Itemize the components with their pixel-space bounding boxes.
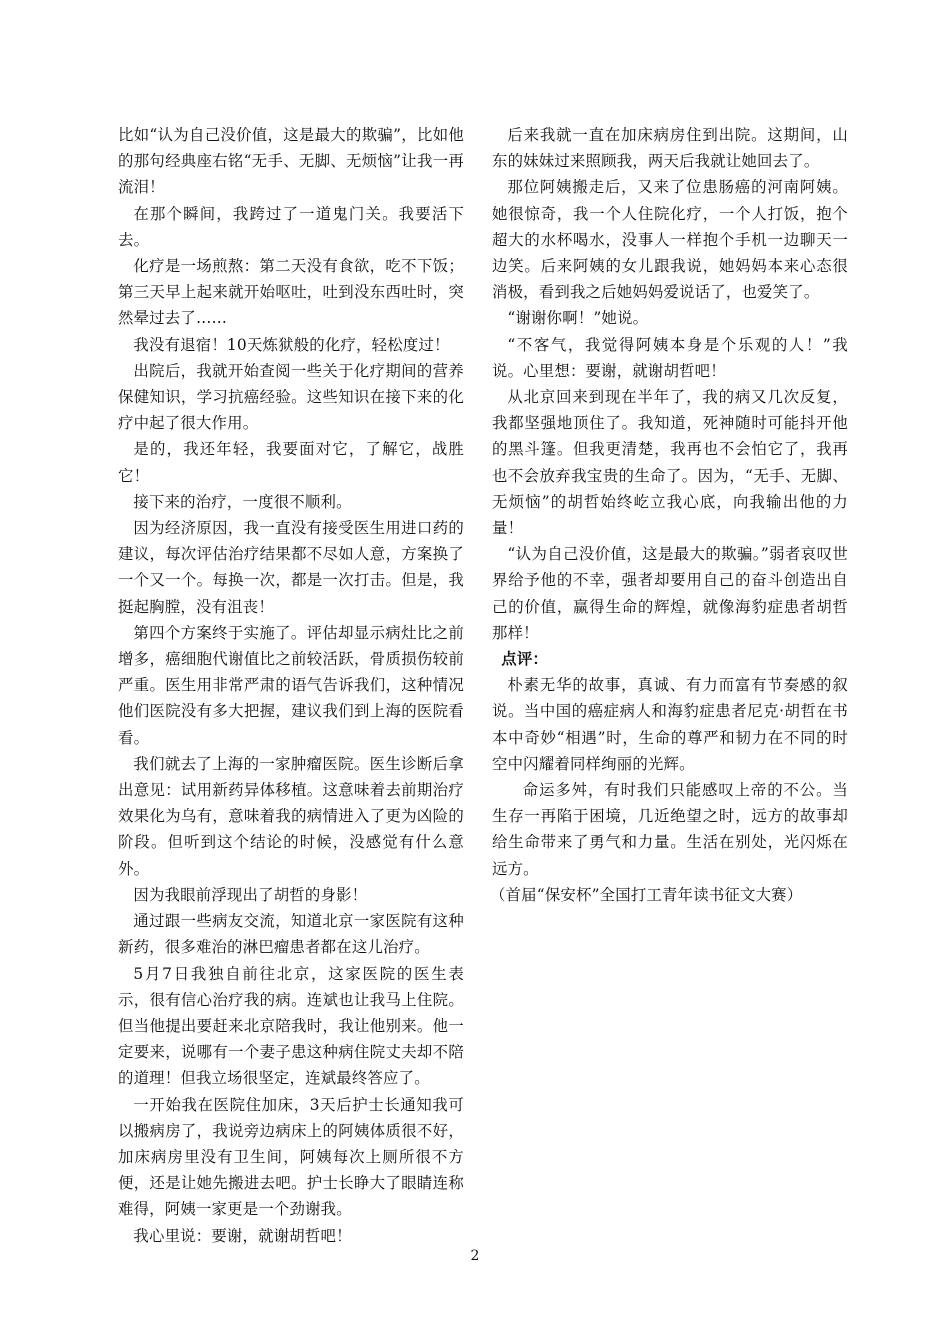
paragraph: 那位阿姨搬走后，又来了位患肠癌的河南阿姨。她很惊奇，我一个人住院化疗，一个人打饭，抱个超大的水杯喝水，没事人一样抱个手机一边聊天一边笑。后来阿姨的女儿跟我说，她妈妈本来心态很消极，看到我之后她妈妈爱说话了，也爱笑了。 [492, 178, 848, 302]
paragraph: 化疗是一场煎熬：第二天没有食欲，吃不下饭；第三天早上起来就开始呕吐，吐到没东西吐时，突然晕过去了…… [118, 257, 464, 328]
left-text-column [118, 122, 464, 1249]
paragraph: 我们就去了上海的一家肿瘤医院。医生诊断后拿出意见：试用新药异体移植。这意味着去前期治疗效果化为乌有，意味着我的病情进入了更为凶险的阶段。但听到这个结论的时候，没感觉有什么意外。 [118, 754, 464, 878]
paragraph: 第四个方案终于实施了。评估却显示病灶比之前增多，癌细胞代谢值比之前较活跃，骨质损伤较前严重。医生用非常严肃的语气告诉我们，这种情况他们医院没有多大把握，建议我们到上海的医院看看。 [118, 623, 464, 747]
paragraph: 后来我就一直在加床病房住到出院。这期间，山东的妹妹过来照顾我，两天后我就让她回去了。 [492, 126, 848, 171]
paragraph: 因为我眼前浮现出了胡哲的身影！ [133, 885, 368, 904]
paragraph: 在那个瞬间，我跨过了一道鬼门关。我要活下去。 [118, 204, 464, 249]
paragraph: “认为自己没价值，这是最大的欺骗。”弱者哀叹世界给予他的不幸，强者却要用自己的奋斗创造出自己的价值，赢得生命的辉煌，就像海豹症患者胡哲那样！ [492, 545, 848, 642]
paragraph: 是的，我还年轻，我要面对它，了解它，战胜它！ [118, 440, 464, 485]
paragraph: 我没有退宿！10天炼狱般的化疗，轻松度过！ [133, 335, 450, 354]
commentary-paragraph: 命运多舛，有时我们只能感叹上帝的不公。当生存一再陷于困境，几近绝望之时，远方的故事却给生命带来了勇气和力量。生活在别处，光闪烁在远方。 [492, 781, 848, 878]
paragraph: 一开始我在医院住加床，3天后护士长通知我可以搬病房了，我说旁边病床上的阿姨体质很不好，加床病房里没有卫生间，阿姨每次上厕所很不方便，还是让她先搬进去吧。护士长睁大了眼睛连称难得，阿姨一家更是一个劲谢我。 [118, 1095, 464, 1219]
right-text-column [492, 122, 848, 908]
paragraph: 出院后，我就开始查阅一些关于化疗期间的营养保健知识，学习抗癌经验。这些知识在接下来的化疗中起了很大作用。 [118, 361, 464, 433]
paragraph: “谢谢你啊！”她说。 [507, 309, 649, 328]
source-credit: （首届“保安杯”全国打工青年读书征文大赛） [490, 885, 803, 904]
paragraph: 我心里说：要谢，就谢胡哲吧！ [133, 1226, 352, 1245]
paragraph: “不客气，我觉得阿姨本身是个乐观的人！”我说。心里想：要谢，就谢胡哲吧！ [492, 335, 848, 380]
paragraph: 通过跟一些病友交流，知道北京一家医院有这种新药，很多难治的淋巴瘤患者都在这儿治疗。 [118, 912, 464, 957]
page-number: 2 [470, 1248, 480, 1264]
paragraph: 从北京回来到现在半年了，我的病又几次反复，我都坚强地顶住了。我知道，死神随时可能抖开他的黑斗篷。但我更清楚，我再也不会怕它了，我再也不会放弃我宝贵的生命了。因为，“无手、无脚、无烦恼”的胡哲始终屹立我心底，向我输出他的力量！ [492, 388, 848, 538]
paragraph: 因为经济原因，我一直没有接受医生用进口药的建议，每次评估治疗结果都不尽如人意，方案换了一个又一个。每换一次，都是一次打击。但是，我挺起胸膛，没有沮丧！ [118, 519, 464, 616]
paragraph: 接下来的治疗，一度很不顺利。 [133, 492, 352, 511]
commentary-paragraph: 朴素无华的故事，真诚、有力而富有节奏感的叙说。当中国的癌症病人和海豹症患者尼克·胡哲在书本中奇妙“相遇”时，生命的尊严和韧力在不同的时空中闪耀着同样绚丽的光辉。 [492, 676, 848, 773]
commentary-heading: 点评： [501, 650, 549, 669]
paragraph: 比如“认为自己没价值，这是最大的欺骗”，比如他的那句经典座右铭“无手、无脚、无烦恼”让我一再流泪！ [118, 126, 464, 197]
paragraph: 5月7日我独自前往北京，这家医院的医生表示，很有信心治疗我的病。连斌也让我马上住院。但当他提出要赶来北京陪我时，我让他别来。他一定要来，说哪有一个妻子患这种病住院丈夫却不陪的道理！但我立场很坚定，连斌最终答应了。 [118, 964, 464, 1088]
